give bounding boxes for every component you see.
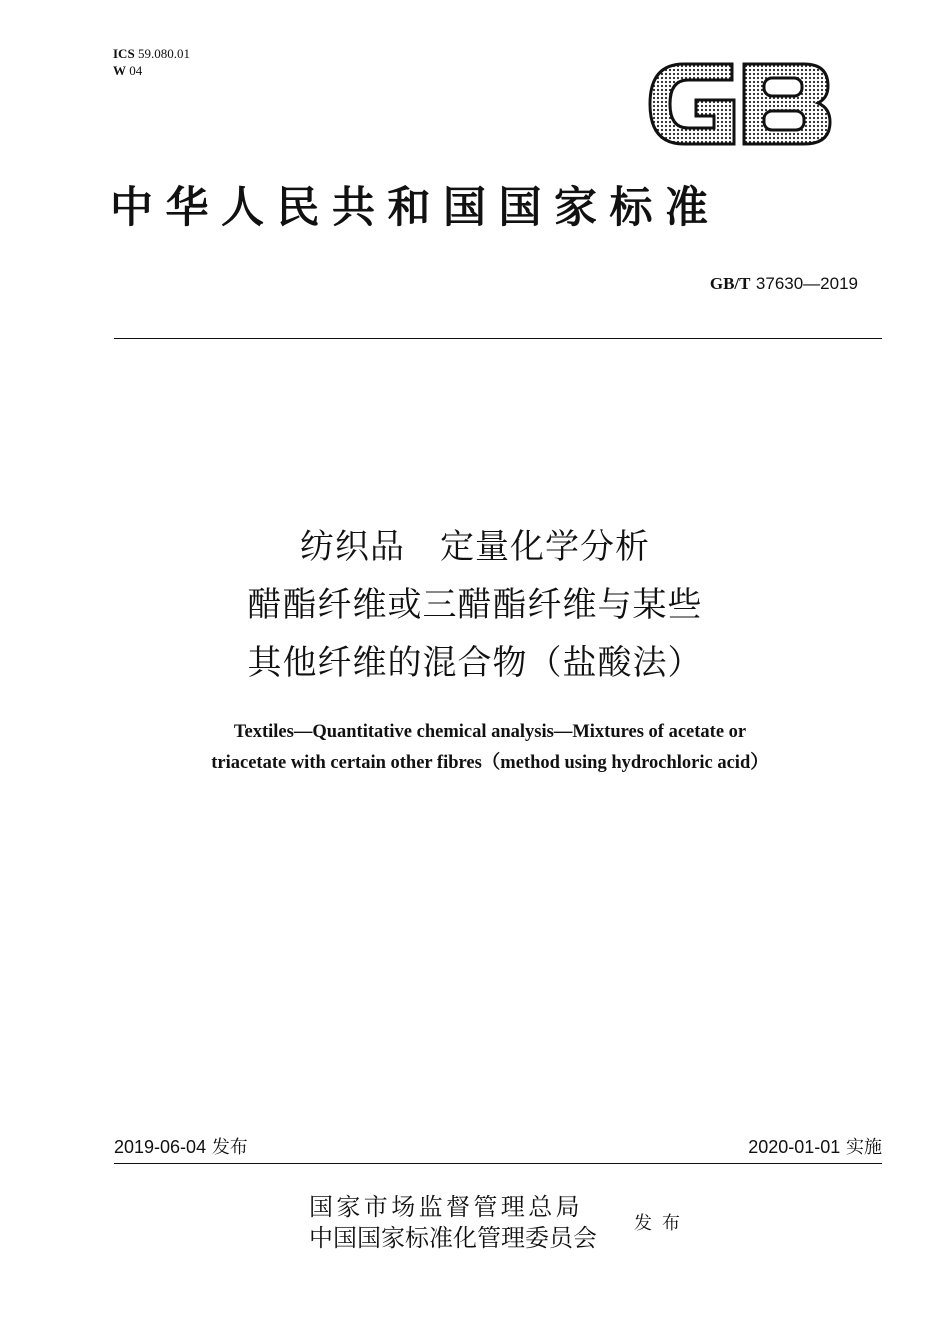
- issuer-samr: 国家市场监督管理总局: [309, 1193, 583, 1221]
- ics-line: [113, 45, 190, 62]
- gb-logo: [644, 56, 834, 152]
- class-code: 04: [129, 63, 143, 78]
- top-divider: [114, 338, 882, 339]
- issue-date-label: 发布: [211, 1137, 248, 1158]
- ics-code: 59.080.01: [137, 46, 190, 61]
- english-title-line-2: triacetate with certain other fibres（method using hydrochloric acid）: [211, 753, 769, 773]
- class-label: W: [113, 63, 126, 78]
- chinese-title-line-3: 其他纤维的混合物（盐酸法）: [247, 643, 703, 683]
- implementation-date: [748, 1134, 882, 1161]
- classification-block: [113, 45, 190, 79]
- issuing-organizations: [309, 1192, 597, 1254]
- publish-label: 发布: [634, 1213, 690, 1234]
- date-row: [114, 1134, 882, 1160]
- english-title: [0, 717, 950, 779]
- issuer-sac: 中国国家标准化管理委员会: [309, 1224, 597, 1252]
- implementation-date-label: 实施: [846, 1137, 882, 1158]
- english-title-line-1: Textiles—Quantitative chemical analysis—Mixtures of acetate or: [233, 722, 747, 742]
- standard-code: 37630—2019: [755, 274, 858, 293]
- issue-date-value: 2019-06-04: [114, 1137, 207, 1157]
- chinese-title: [0, 518, 950, 692]
- implementation-date-value: 2020-01-01: [748, 1137, 841, 1157]
- bottom-divider: [114, 1163, 882, 1164]
- national-standard-title: 中华人民共和国国家标准: [110, 183, 721, 233]
- issue-date: [114, 1134, 248, 1161]
- standard-number: [710, 273, 858, 295]
- class-line: [113, 62, 190, 79]
- chinese-title-line-1: 纺织品 定量化学分析: [300, 527, 650, 567]
- ics-label: ICS: [113, 46, 135, 61]
- chinese-title-line-2: 醋酯纤维或三醋酯纤维与某些: [247, 585, 703, 625]
- standard-prefix: GB/T: [709, 274, 751, 293]
